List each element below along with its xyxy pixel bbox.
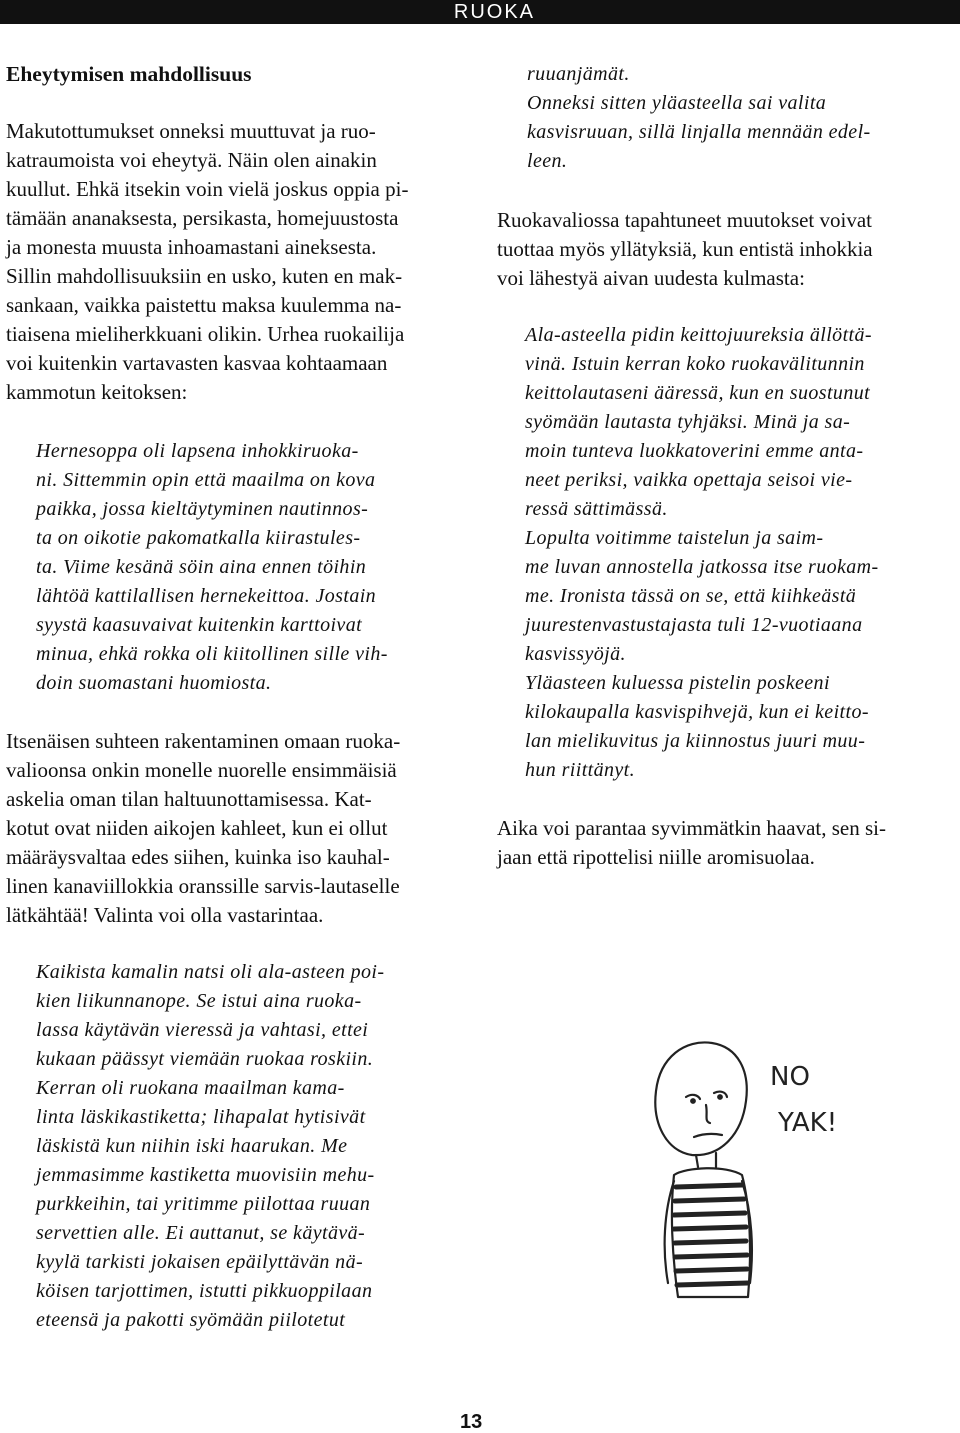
quote-continued: ruuanjämät. Onneksi sitten yläasteella sai valita kasvisruuan, sillä linjalla mennään edel- leen. <box>527 63 871 172</box>
paragraph-changes: Ruokavaliossa tapahtuneet muutokset voivat tuottaa myös yllätyksiä, kun entistä inhokkia voi lähestyä aivan uudesta kulmasta: <box>497 208 873 290</box>
article-heading: Eheytymisen mahdollisuus <box>6 62 252 86</box>
no-yak-doodle-illustration <box>630 1035 880 1335</box>
section-header-bar <box>0 0 960 24</box>
paragraph-independence: Itsenäisen suhteen rakentaminen omaan ruoka- valioonsa onkin monelle nuorelle ensimmäisiä askelia oman tilan haltuunottamisessa. Kat- kotut ovat niiden aikojen kahleet, kun ei ollut määräysvaltaa edes siihen, kuinka iso kauhal- linen kanaviillokkia oranssille sarvis-lautaselle lätkähtää! Valinta voi olla vastarintaa. <box>6 729 401 927</box>
quote-pea-soup: Hernesoppa oli lapsena inhokkiruoka- ni. Sittemmin opin että maailma on kova paikka, jossa kieltäytyminen nautinnos- ta on oikotie pakomatkalla kiirastules- ta. Viime kesänä söin aina ennen töihin lähtöä kattilallisen hernekeittoa. Jostain syystä kaasuvaivat kuitenkin karttoivat minua, ehkä rokka oli kiitollinen sille vih- doin suomastani huomiosta. <box>36 440 388 694</box>
quote-pe-teacher: Kaikista kamalin natsi oli ala-asteen poi- kien liikunnanope. Se istui aina ruoka- lassa käytävän vieressä ja vahtasi, ettei kukaan päässyt viemään ruokaa roskiin. Kerran oli ruokana maailman kama- linta läskikastiketta; lihapalat hytisivät läskistä kun niihin iski haarukan. Me jemmasimme kastiketta muovisiin mehu- purkkeihin, tai yritimme piilottaa ruuan servettien alle. Ei auttanut, se käytävä- kyylä tarkisti jokaisen epäilyttävän nä- köisen tarjottimen, istutti pikkuoppilaan eteensä ja pakotti syömään piilotetut <box>36 961 385 1331</box>
quote-root-vegetables: Ala-asteella pidin keittojuureksia ällöttä- vinä. Istuin kerran koko ruokavälitunnin keittolautaseni ääressä, kun en suostunut syömään lautasta tyhjäksi. Minä ja sa- moin tunteva luokkatoverini emme anta- neet periksi, vaikka opettaja seisoi vie- ressä sättimässä. Lopulta voitimme taistelun ja saim- me luvan annostella jatkossa itse ruokam- me. Ironista tässä on se, että kiihkeästä juurestenvastustajasta tuli 12-vuotiaana kasvissyöjä. Yläasteen kuluessa pistelin poskeeni kilokaupalla kasvispihvejä, kun ei keitto- lan mielikuvitus ja kiinnostus juuri muu- hun riittänyt. <box>525 324 879 781</box>
doodle-caption-no: NO <box>770 1062 810 1092</box>
page-number: 13 <box>460 1411 483 1433</box>
paragraph-intro: Makutottumukset onneksi muuttuvat ja ruo- katraumoista voi eheytyä. Näin olen ainakin kuullut. Ehkä itsekin voin vielä joskus oppia pi- tämään ananaksesta, persikasta, homejuustosta ja monesta muusta inhoamastani aineksesta. Sillin mahdollisuuksiin en usko, kuten en mak- sankaan, vaikka paistettu maksa kuulemma na- tiaisena mieliherkkuani olikin. Urhea ruokailija voi kuitenkin vartavasten kasvaa kohtaamaan kammotun keitoksen: <box>6 119 409 404</box>
doodle-caption-yak: YAK! <box>778 1108 838 1138</box>
paragraph-closing: Aika voi parantaa syvimmätkin haavat, sen si- jaan että ripottelisi niille aromisuolaa. <box>497 816 886 869</box>
section-label: RUOKA <box>453 1 535 23</box>
